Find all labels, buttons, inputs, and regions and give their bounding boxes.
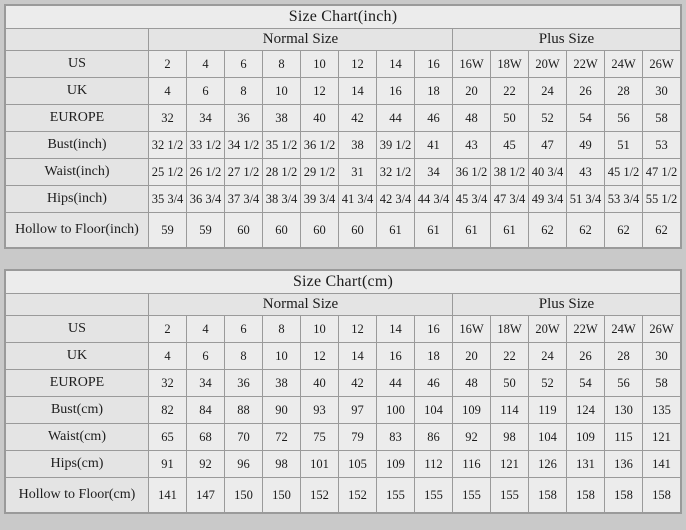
- data-cell: 16: [377, 78, 415, 105]
- data-cell: 114: [491, 397, 529, 424]
- data-cell: 22: [491, 78, 529, 105]
- data-cell: 25 1/2: [149, 159, 187, 186]
- data-cell: 109: [377, 451, 415, 478]
- data-cell: 83: [377, 424, 415, 451]
- data-cell: 48: [453, 370, 491, 397]
- data-cell: 155: [377, 478, 415, 513]
- data-cell: 150: [263, 478, 301, 513]
- data-cell: 131: [567, 451, 605, 478]
- data-cell: 62: [643, 213, 681, 248]
- table-row: [6, 370, 681, 397]
- data-cell: 50: [491, 370, 529, 397]
- data-cell: 40 3/4: [529, 159, 567, 186]
- data-cell: 14: [377, 316, 415, 343]
- data-cell: 126: [529, 451, 567, 478]
- data-cell: 56: [605, 370, 643, 397]
- data-cell: 59: [187, 213, 225, 248]
- row-label: US: [6, 51, 149, 78]
- data-cell: 45 3/4: [453, 186, 491, 213]
- data-cell: 152: [339, 478, 377, 513]
- table-row: [6, 186, 681, 213]
- data-cell: 38 1/2: [491, 159, 529, 186]
- data-cell: 22: [491, 343, 529, 370]
- data-cell: 109: [567, 424, 605, 451]
- data-cell: 34: [187, 370, 225, 397]
- data-cell: 52: [529, 105, 567, 132]
- size-chart-cm-body: [6, 271, 681, 513]
- data-cell: 155: [415, 478, 453, 513]
- data-cell: 8: [225, 343, 263, 370]
- data-cell: 100: [377, 397, 415, 424]
- data-cell: 22W: [567, 316, 605, 343]
- data-cell: 8: [225, 78, 263, 105]
- chart-group-header: Normal Size: [149, 29, 453, 51]
- table-row: [6, 159, 681, 186]
- data-cell: 10: [301, 51, 339, 78]
- data-cell: 39 3/4: [301, 186, 339, 213]
- data-cell: 98: [263, 451, 301, 478]
- data-cell: 28: [605, 78, 643, 105]
- data-cell: 40: [301, 105, 339, 132]
- data-cell: 28: [605, 343, 643, 370]
- data-cell: 16: [415, 51, 453, 78]
- data-cell: 158: [567, 478, 605, 513]
- data-cell: 86: [415, 424, 453, 451]
- data-cell: 147: [187, 478, 225, 513]
- row-label: Hips(inch): [6, 186, 149, 213]
- data-cell: 38: [263, 370, 301, 397]
- data-cell: 58: [643, 105, 681, 132]
- data-cell: 152: [301, 478, 339, 513]
- data-cell: 32 1/2: [149, 132, 187, 159]
- data-cell: 32 1/2: [377, 159, 415, 186]
- data-cell: 44: [377, 105, 415, 132]
- data-cell: 16W: [453, 316, 491, 343]
- data-cell: 10: [263, 343, 301, 370]
- data-cell: 46: [415, 370, 453, 397]
- data-cell: 54: [567, 370, 605, 397]
- data-cell: 30: [643, 78, 681, 105]
- data-cell: 61: [491, 213, 529, 248]
- data-cell: 65: [149, 424, 187, 451]
- data-cell: 33 1/2: [187, 132, 225, 159]
- size-chart-inch-body: [6, 6, 681, 248]
- data-cell: 24: [529, 78, 567, 105]
- data-cell: 2: [149, 51, 187, 78]
- data-cell: 97: [339, 397, 377, 424]
- data-cell: 119: [529, 397, 567, 424]
- data-cell: 96: [225, 451, 263, 478]
- data-cell: 158: [605, 478, 643, 513]
- data-cell: 62: [529, 213, 567, 248]
- data-cell: 121: [491, 451, 529, 478]
- table-row: [6, 316, 681, 343]
- chart-group-header: Normal Size: [149, 294, 453, 316]
- row-label: Bust(inch): [6, 132, 149, 159]
- data-cell: 112: [415, 451, 453, 478]
- data-cell: 38: [339, 132, 377, 159]
- data-cell: 30: [643, 343, 681, 370]
- data-cell: 4: [149, 343, 187, 370]
- data-cell: 104: [415, 397, 453, 424]
- data-cell: 93: [301, 397, 339, 424]
- data-cell: 36: [225, 370, 263, 397]
- data-cell: 28 1/2: [263, 159, 301, 186]
- data-cell: 92: [453, 424, 491, 451]
- data-cell: 59: [149, 213, 187, 248]
- data-cell: 98: [491, 424, 529, 451]
- data-cell: 26W: [643, 51, 681, 78]
- data-cell: 136: [605, 451, 643, 478]
- row-label: Hollow to Floor(cm): [6, 478, 149, 513]
- table-row: [6, 397, 681, 424]
- data-cell: 49: [567, 132, 605, 159]
- data-cell: 4: [187, 51, 225, 78]
- data-cell: 10: [263, 78, 301, 105]
- table-row: [6, 213, 681, 248]
- row-label: UK: [6, 343, 149, 370]
- row-label: Hips(cm): [6, 451, 149, 478]
- size-chart-inch: [4, 4, 682, 249]
- data-cell: 16: [415, 316, 453, 343]
- data-cell: 130: [605, 397, 643, 424]
- table-row: [6, 78, 681, 105]
- data-cell: 20: [453, 78, 491, 105]
- table-row: [6, 451, 681, 478]
- data-cell: 60: [263, 213, 301, 248]
- data-cell: 12: [339, 316, 377, 343]
- row-label: UK: [6, 78, 149, 105]
- chart-group-row: [6, 294, 681, 316]
- table-row: [6, 424, 681, 451]
- data-cell: 24W: [605, 316, 643, 343]
- data-cell: 12: [301, 343, 339, 370]
- data-cell: 2: [149, 316, 187, 343]
- data-cell: 38: [263, 105, 301, 132]
- data-cell: 40: [301, 370, 339, 397]
- data-cell: 8: [263, 51, 301, 78]
- data-cell: 44: [377, 370, 415, 397]
- chart-group-header: Plus Size: [453, 294, 681, 316]
- data-cell: 68: [187, 424, 225, 451]
- data-cell: 51: [605, 132, 643, 159]
- data-cell: 72: [263, 424, 301, 451]
- chart-title-row: [6, 271, 681, 294]
- data-cell: 84: [187, 397, 225, 424]
- table-row: [6, 478, 681, 513]
- data-cell: 48: [453, 105, 491, 132]
- row-label: Bust(cm): [6, 397, 149, 424]
- data-cell: 62: [567, 213, 605, 248]
- data-cell: 92: [187, 451, 225, 478]
- corner-blank-cell: [6, 294, 149, 316]
- data-cell: 45: [491, 132, 529, 159]
- data-cell: 16W: [453, 51, 491, 78]
- data-cell: 141: [149, 478, 187, 513]
- data-cell: 36 3/4: [187, 186, 225, 213]
- data-cell: 35 1/2: [263, 132, 301, 159]
- data-cell: 79: [339, 424, 377, 451]
- data-cell: 4: [149, 78, 187, 105]
- data-cell: 158: [529, 478, 567, 513]
- data-cell: 6: [187, 343, 225, 370]
- data-cell: 70: [225, 424, 263, 451]
- data-cell: 101: [301, 451, 339, 478]
- data-cell: 52: [529, 370, 567, 397]
- data-cell: 6: [225, 316, 263, 343]
- data-cell: 47: [529, 132, 567, 159]
- data-cell: 91: [149, 451, 187, 478]
- data-cell: 4: [187, 316, 225, 343]
- data-cell: 54: [567, 105, 605, 132]
- chart-title: Size Chart(inch): [6, 6, 681, 29]
- data-cell: 34 1/2: [225, 132, 263, 159]
- row-label: US: [6, 316, 149, 343]
- data-cell: 41 3/4: [339, 186, 377, 213]
- corner-blank-cell: [6, 29, 149, 51]
- data-cell: 6: [187, 78, 225, 105]
- data-cell: 43: [567, 159, 605, 186]
- data-cell: 105: [339, 451, 377, 478]
- table-row: [6, 343, 681, 370]
- data-cell: 26: [567, 343, 605, 370]
- data-cell: 109: [453, 397, 491, 424]
- chart-title: Size Chart(cm): [6, 271, 681, 294]
- data-cell: 75: [301, 424, 339, 451]
- data-cell: 29 1/2: [301, 159, 339, 186]
- data-cell: 58: [643, 370, 681, 397]
- data-cell: 42 3/4: [377, 186, 415, 213]
- data-cell: 18: [415, 343, 453, 370]
- data-cell: 135: [643, 397, 681, 424]
- data-cell: 12: [301, 78, 339, 105]
- data-cell: 49 3/4: [529, 186, 567, 213]
- data-cell: 60: [225, 213, 263, 248]
- row-label: Waist(cm): [6, 424, 149, 451]
- data-cell: 141: [643, 451, 681, 478]
- data-cell: 155: [491, 478, 529, 513]
- table-row: [6, 105, 681, 132]
- data-cell: 24: [529, 343, 567, 370]
- data-cell: 12: [339, 51, 377, 78]
- data-cell: 158: [643, 478, 681, 513]
- data-cell: 26W: [643, 316, 681, 343]
- data-cell: 8: [263, 316, 301, 343]
- data-cell: 56: [605, 105, 643, 132]
- data-cell: 36 1/2: [301, 132, 339, 159]
- data-cell: 46: [415, 105, 453, 132]
- data-cell: 35 3/4: [149, 186, 187, 213]
- data-cell: 42: [339, 370, 377, 397]
- data-cell: 14: [339, 343, 377, 370]
- chart-group-header: Plus Size: [453, 29, 681, 51]
- row-label: EUROPE: [6, 370, 149, 397]
- data-cell: 36 1/2: [453, 159, 491, 186]
- data-cell: 47 1/2: [643, 159, 681, 186]
- data-cell: 155: [453, 478, 491, 513]
- data-cell: 104: [529, 424, 567, 451]
- data-cell: 53 3/4: [605, 186, 643, 213]
- data-cell: 82: [149, 397, 187, 424]
- data-cell: 18W: [491, 316, 529, 343]
- data-cell: 61: [377, 213, 415, 248]
- data-cell: 38 3/4: [263, 186, 301, 213]
- data-cell: 61: [453, 213, 491, 248]
- data-cell: 24W: [605, 51, 643, 78]
- data-cell: 45 1/2: [605, 159, 643, 186]
- data-cell: 62: [605, 213, 643, 248]
- size-chart-cm: [4, 269, 682, 514]
- table-row: [6, 132, 681, 159]
- data-cell: 41: [415, 132, 453, 159]
- data-cell: 22W: [567, 51, 605, 78]
- data-cell: 34: [415, 159, 453, 186]
- data-cell: 31: [339, 159, 377, 186]
- data-cell: 26 1/2: [187, 159, 225, 186]
- data-cell: 36: [225, 105, 263, 132]
- size-chart-inch-table: [5, 5, 681, 248]
- data-cell: 32: [149, 105, 187, 132]
- data-cell: 20W: [529, 51, 567, 78]
- data-cell: 16: [377, 343, 415, 370]
- row-label: Hollow to Floor(inch): [6, 213, 149, 248]
- data-cell: 18W: [491, 51, 529, 78]
- data-cell: 34: [187, 105, 225, 132]
- data-cell: 115: [605, 424, 643, 451]
- data-cell: 10: [301, 316, 339, 343]
- data-cell: 32: [149, 370, 187, 397]
- data-cell: 61: [415, 213, 453, 248]
- data-cell: 121: [643, 424, 681, 451]
- data-cell: 116: [453, 451, 491, 478]
- row-label: EUROPE: [6, 105, 149, 132]
- data-cell: 60: [301, 213, 339, 248]
- data-cell: 20W: [529, 316, 567, 343]
- chart-group-row: [6, 29, 681, 51]
- data-cell: 27 1/2: [225, 159, 263, 186]
- data-cell: 55 1/2: [643, 186, 681, 213]
- data-cell: 124: [567, 397, 605, 424]
- data-cell: 51 3/4: [567, 186, 605, 213]
- chart-title-row: [6, 6, 681, 29]
- data-cell: 39 1/2: [377, 132, 415, 159]
- data-cell: 90: [263, 397, 301, 424]
- data-cell: 50: [491, 105, 529, 132]
- data-cell: 53: [643, 132, 681, 159]
- data-cell: 44 3/4: [415, 186, 453, 213]
- data-cell: 14: [339, 78, 377, 105]
- data-cell: 14: [377, 51, 415, 78]
- data-cell: 6: [225, 51, 263, 78]
- data-cell: 42: [339, 105, 377, 132]
- row-label: Waist(inch): [6, 159, 149, 186]
- data-cell: 20: [453, 343, 491, 370]
- data-cell: 26: [567, 78, 605, 105]
- data-cell: 43: [453, 132, 491, 159]
- data-cell: 88: [225, 397, 263, 424]
- data-cell: 37 3/4: [225, 186, 263, 213]
- data-cell: 60: [339, 213, 377, 248]
- data-cell: 18: [415, 78, 453, 105]
- size-chart-cm-table: [5, 270, 681, 513]
- data-cell: 47 3/4: [491, 186, 529, 213]
- table-row: [6, 51, 681, 78]
- data-cell: 150: [225, 478, 263, 513]
